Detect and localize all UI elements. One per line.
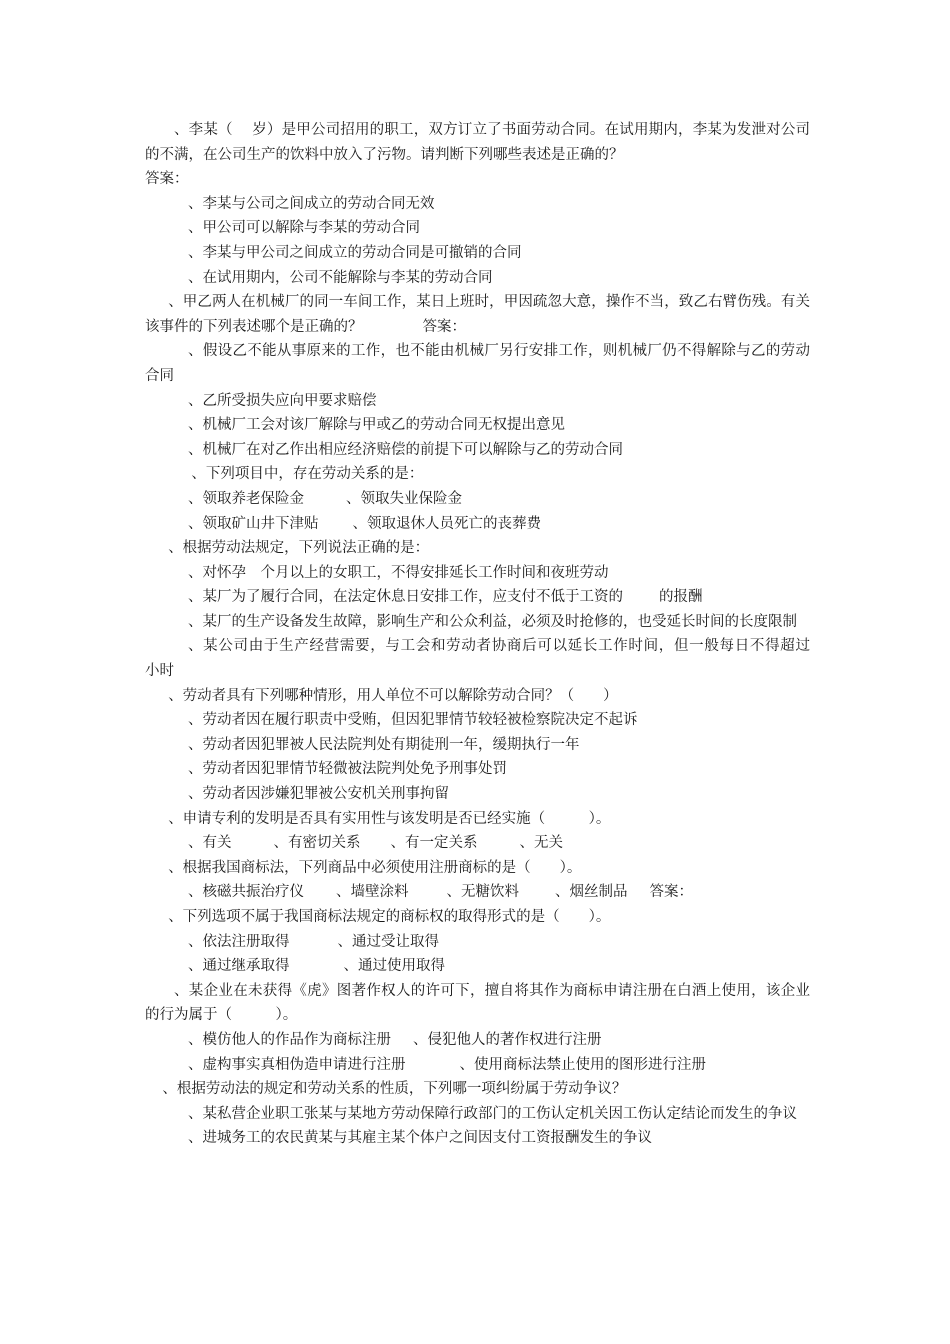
question-2-stem xyxy=(145,290,810,339)
question-9-option-a: 、模仿他人的作品作为商标注册 xyxy=(188,1031,391,1048)
question-4-option-d: 、某公司由于生产经营需要，与工会和劳动者协商后可以延长工作时间，但一般每日不得超过 小时 xyxy=(145,638,825,680)
question-7-option-c: 、无糖饮料 xyxy=(446,884,519,901)
question-1-option-b: 、甲公司可以解除与李某的劳动合同 xyxy=(188,220,420,237)
question-3-option-d: 、领取退休人员死亡的丧葬费 xyxy=(352,515,541,532)
question-5-option-b: 、劳动者因犯罪被人民法院判处有期徒刑一年，缓期执行一年 xyxy=(188,736,580,753)
question-1-stem: 、李某（ 岁）是甲公司招用的职工，双方订立了书面劳动合同。在试用期内，李某为发泄对公司的不满，在公司生产的饮料中放入了污物。请判断下列哪些表述是正确的？ xyxy=(145,122,810,163)
question-3-options-row-2 xyxy=(145,512,810,537)
question-9-options-row-1 xyxy=(145,1028,810,1053)
question-9-stem: 、某企业在未获得《虎》图著作权人的许可下，擅自将其作为商标申请注册在白酒上使用，该企业的行为属于（ ）。 xyxy=(145,982,810,1024)
question-4-option-a: 、对怀孕 个月以上的女职工，不得安排延长工作时间和夜班劳动 xyxy=(188,564,609,581)
question-2-option-c: 、机械厂工会对该厂解除与甲或乙的劳动合同无权提出意见 xyxy=(188,417,565,434)
question-3-stem: 、下列项目中，存在劳动关系的是： xyxy=(191,466,424,483)
question-9-option-d: 、使用商标法禁止使用的图形进行注册 xyxy=(459,1056,706,1073)
question-2-option-b: 、乙所受损失应向甲要求赔偿 xyxy=(188,392,377,409)
question-4-option-c: 、某厂的生产设备发生故障，影响生产和公众利益，必须及时抢修的，也受延长时间的长度限制 xyxy=(188,613,797,630)
question-8-option-d: 、通过使用取得 xyxy=(343,958,445,975)
question-8-option-a: 、依法注册取得 xyxy=(188,933,290,950)
question-3-options-row-1 xyxy=(145,487,810,512)
question-4-stem: 、根据劳动法规定，下列说法正确的是： xyxy=(168,540,430,557)
question-8-option-b: 、通过受让取得 xyxy=(337,933,439,950)
question-8-options-row-2 xyxy=(145,954,810,979)
question-7-option-b: 、墙壁涂料 xyxy=(336,884,409,901)
question-7-option-a: 、核磁共振治疗仪 xyxy=(188,884,304,901)
question-2-stem-text: 、甲乙两人在机械厂的同一车间工作，某日上班时，甲因疏忽大意，操作不当，致乙右臂伤残。有关该事件的下列表述哪个是正确的？ xyxy=(145,294,810,335)
question-7-option-d: 、烟丝制品 xyxy=(555,884,628,901)
question-10-option-b: 、进城务工的农民黄某与其雇主某个体户之间因支付工资报酬发生的争议 xyxy=(188,1130,652,1147)
question-6-options-row xyxy=(145,831,810,856)
question-3-option-a: 、领取养老保险金 xyxy=(188,490,304,507)
question-8-option-c: 、通过继承取得 xyxy=(188,958,290,975)
question-8-options-row-1 xyxy=(145,930,810,955)
question-3-option-b: 、领取失业保险金 xyxy=(346,490,462,507)
question-4-option-b-tail: 的报酬 xyxy=(659,589,703,606)
question-7-stem: 、根据我国商标法，下列商品中必须使用注册商标的是（ ）。 xyxy=(168,859,582,876)
question-1-option-a: 、李某与公司之间成立的劳动合同无效 xyxy=(188,195,435,212)
question-8-stem: 、下列选项不属于我国商标法规定的商标权的取得形式的是（ ）。 xyxy=(168,909,611,925)
question-7-answer-label: 答案： xyxy=(649,884,693,901)
question-5-option-a: 、劳动者因在履行职责中受贿，但因犯罪情节较轻被检察院决定不起诉 xyxy=(188,712,638,729)
question-7-options-row xyxy=(145,880,810,905)
question-5-option-c: 、劳动者因犯罪情节轻微被法院判处免予刑事处罚 xyxy=(188,761,507,778)
question-6-option-d: 、无关 xyxy=(519,835,563,852)
question-3-option-c: 、领取矿山井下津贴 xyxy=(188,515,319,532)
question-10-stem: 、根据劳动法的规定和劳动关系的性质，下列哪一项纠纷属于劳动争议？ xyxy=(162,1081,627,1098)
question-2-answer-label: 答案： xyxy=(422,318,466,335)
question-5-option-d: 、劳动者因涉嫌犯罪被公安机关刑事拘留 xyxy=(188,786,449,803)
question-6-option-b: 、有密切关系 xyxy=(273,835,361,852)
question-6-stem: 、申请专利的发明是否具有实用性与该发明是否已经实施（ ）。 xyxy=(168,810,611,827)
question-6-option-c: 、有一定关系 xyxy=(390,835,478,852)
document-body xyxy=(145,118,825,1151)
question-2-option-a: 、假设乙不能从事原来的工作，也不能由机械厂另行安排工作，则机械厂仍不得解除与乙的劳动合同 xyxy=(145,343,810,384)
question-9-option-b: 、侵犯他人的著作权进行注册 xyxy=(413,1031,602,1048)
question-4-option-b xyxy=(145,585,810,610)
question-6-option-a: 、有关 xyxy=(188,835,232,852)
question-1-option-d: 、在试用期内，公司不能解除与李某的劳动合同 xyxy=(188,269,493,286)
question-9-option-c: 、虚构事实真相伪造申请进行注册 xyxy=(188,1056,406,1073)
question-10-option-a: 、某私营企业职工张某与某地方劳动保障行政部门的工伤认定机关因工伤认定结论而发生的争议 xyxy=(188,1105,797,1122)
question-5-stem: 、劳动者具有下列哪种情形，用人单位不可以解除劳动合同？（ ） xyxy=(168,687,618,704)
question-1-answer-label: 答案： xyxy=(145,171,189,188)
question-2-option-d: 、机械厂在对乙作出相应经济赔偿的前提下可以解除与乙的劳动合同 xyxy=(188,441,623,458)
question-1-option-c: 、李某与甲公司之间成立的劳动合同是可撤销的合同 xyxy=(188,244,522,261)
question-4-option-b-text: 、某厂为了履行合同，在法定休息日安排工作，应支付不低于工资的 xyxy=(188,589,623,606)
question-9-options-row-2 xyxy=(145,1053,810,1078)
